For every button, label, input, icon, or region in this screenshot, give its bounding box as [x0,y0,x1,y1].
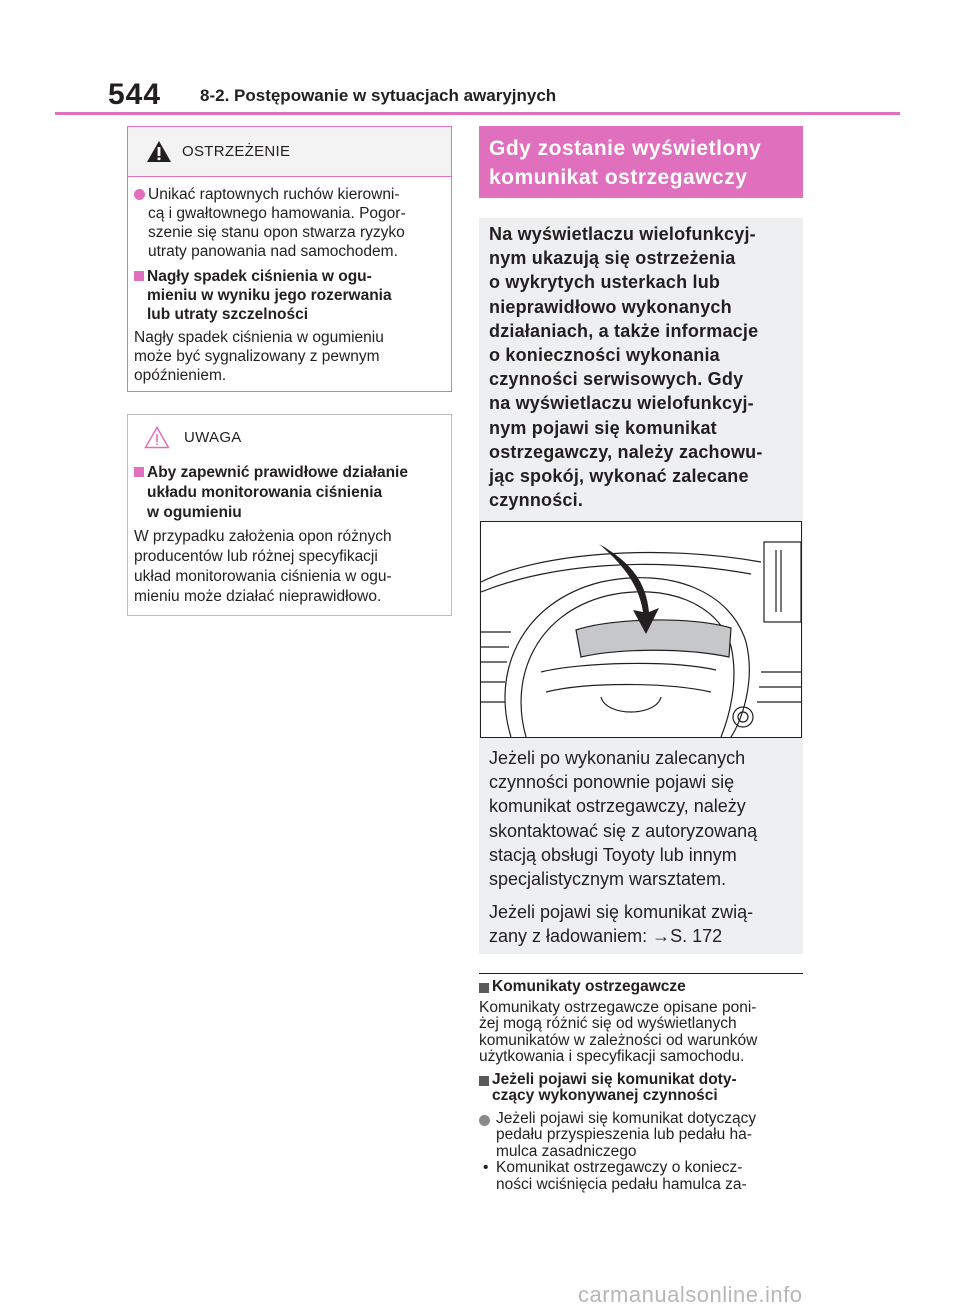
after-line: Jeżeli pojawi się komunikat zwią- [489,902,754,923]
intro-line: nym ukazują się ostrzeżenia [489,248,736,269]
notice-subheading [134,463,445,523]
caution-triangle-icon [144,426,170,449]
dashboard-drawing [481,522,801,737]
lower-bullet-line: Jeżeli pojawi się komunikat dotyczący [496,1109,757,1127]
warning-bullet-line: utraty panowania nad samochodem. [148,243,398,260]
header-rule [55,112,900,115]
warning-bullet [134,185,445,261]
bullet-square-icon [134,467,144,477]
after-figure-text [489,746,799,949]
page-number: 544 [108,78,162,111]
warning-header [128,127,451,177]
notice-paragraph-line: producentów lub różnej specyfikacji [134,548,378,565]
notice-subheading-line: w ogumieniu [147,504,242,521]
bullet-dot-icon [134,189,145,200]
lower-heading-2-line: Jeżeli pojawi się komunikat doty- [492,1070,737,1088]
after-line: czynności ponownie pojawi się [489,772,735,793]
lower-paragraph-line: Komunikaty ostrzegawcze opisane poni- [479,998,757,1016]
bullet-square-icon [479,1076,489,1086]
warning-messages-section [479,979,805,1193]
after-line: specjalistycznym warsztatem. [489,869,727,890]
warning-subheading [134,267,445,324]
notice-subheading-line: układu monitorowania ciśnienia [147,484,383,501]
multi-information-display [576,620,731,657]
lower-dash-line: Komunikat ostrzegawczy o koniecz- [496,1159,743,1176]
section-banner [479,126,803,198]
warning-subheading-line: lub utraty szczelności [147,306,309,323]
after-line: stacją obsługi Toyoty lub innym [489,844,737,865]
intro-line: nym pojawi się komunikat [489,417,717,438]
lower-paragraph-line: użytkowania i specyfikacji samochodu. [479,1048,745,1065]
lower-heading-1-text: Komunikaty ostrzegawcze [492,978,686,995]
warning-paragraph-line: może być sygnalizowany z pewnym [134,348,380,365]
bullet-square-icon [479,983,489,993]
section-title: 8-2. Postępowanie w sytuacjach awaryjnych [200,86,557,105]
lower-bullet-line: pedału przyspieszenia lub pedału ha- [496,1126,752,1143]
notice-paragraph-line: W przypadku założenia opon różnych [134,528,392,545]
bullet-dot-icon [479,1115,490,1126]
warning-paragraph-line: opóźnieniem. [134,367,227,384]
after-line: Jeżeli po wykonaniu zalecanych [489,748,746,768]
warning-bullet-line: Unikać raptownych ruchów kierowni- [148,186,400,203]
after-para-1 [489,746,799,891]
warning-bullet-line: cą i gwałtownego hamowania. Pogor- [148,205,406,222]
notice-paragraph [134,527,445,607]
lower-bullet-line: mulca zasadniczego [496,1142,637,1160]
lower-paragraph-line: żej mogą różnić się od wyświetlanych [479,1015,737,1032]
page-reference-link[interactable]: zany z ładowaniem: →S. 172 [489,926,723,947]
warning-subheading-line: mieniu w wyniku jego rozerwania [147,287,392,304]
site-watermark: carmanualsonline.info [578,1282,803,1307]
lower-dash-item [479,1160,805,1193]
lower-heading-1 [479,979,805,996]
intro-line: działaniach, a także informacje [489,320,759,341]
warning-subheading-line: Nagły spadek ciśnienia w ogu- [147,268,372,285]
dashboard-illustration [480,521,802,738]
notice-box [127,414,452,616]
section-divider [479,973,803,974]
intro-line: Na wyświetlaczu wielofunkcyj- [489,224,756,244]
lower-bullet [479,1111,805,1161]
notice-paragraph-line: układ monitorowania ciśnienia w ogu- [134,568,392,585]
warning-triangle-icon [146,140,172,163]
dash-bullet: • [483,1159,489,1176]
after-para-2 [489,900,799,948]
intro-line: czynności. [489,490,584,511]
info-panel [479,218,803,954]
lower-paragraph [479,1000,805,1066]
after-line: komunikat ostrzegawczy, należy [489,796,746,817]
intro-line: na wyświetlaczu wielofunkcyj- [489,393,754,414]
intro-line: czynności serwisowych. Gdy [489,369,744,390]
intro-line: nieprawidłowo wykonanych [489,296,732,317]
lower-paragraph-line: komunikatów w zależności od warunków [479,1031,758,1049]
lower-heading-2 [479,1072,805,1105]
warning-paragraph [134,328,445,385]
notice-paragraph-line: mieniu może działać nieprawidłowo. [134,588,382,605]
intro-text [489,222,797,512]
intro-line: ostrzegawczy, należy zachowu- [489,441,763,462]
notice-title: UWAGA [184,428,242,446]
intro-line: jąc spokój, wykonać zalecane [489,466,749,487]
lower-dash-line: ności wciśnięcia pedału hamulca za- [496,1175,747,1193]
warning-bullet-line: szenie się stanu opon stwarza ryzyko [148,224,405,241]
notice-subheading-line: Aby zapewnić prawidłowe działanie [147,464,408,481]
warning-paragraph-line: Nagły spadek ciśnienia w ogumieniu [134,329,384,346]
intro-line: o konieczności wykonania [489,345,720,366]
intro-line: o wykrytych usterkach lub [489,272,721,293]
bullet-square-icon [134,271,144,281]
banner-line: komunikat ostrzegawczy [489,166,748,189]
notice-header [128,415,451,459]
warning-title: OSTRZEŻENIE [182,143,291,160]
after-line: skontaktować się z autoryzowaną [489,820,758,841]
lower-heading-2-line: czący wykonywanej czynności [492,1087,718,1104]
banner-line: Gdy zostanie wyświetlony [489,137,762,160]
warning-box [127,126,452,392]
